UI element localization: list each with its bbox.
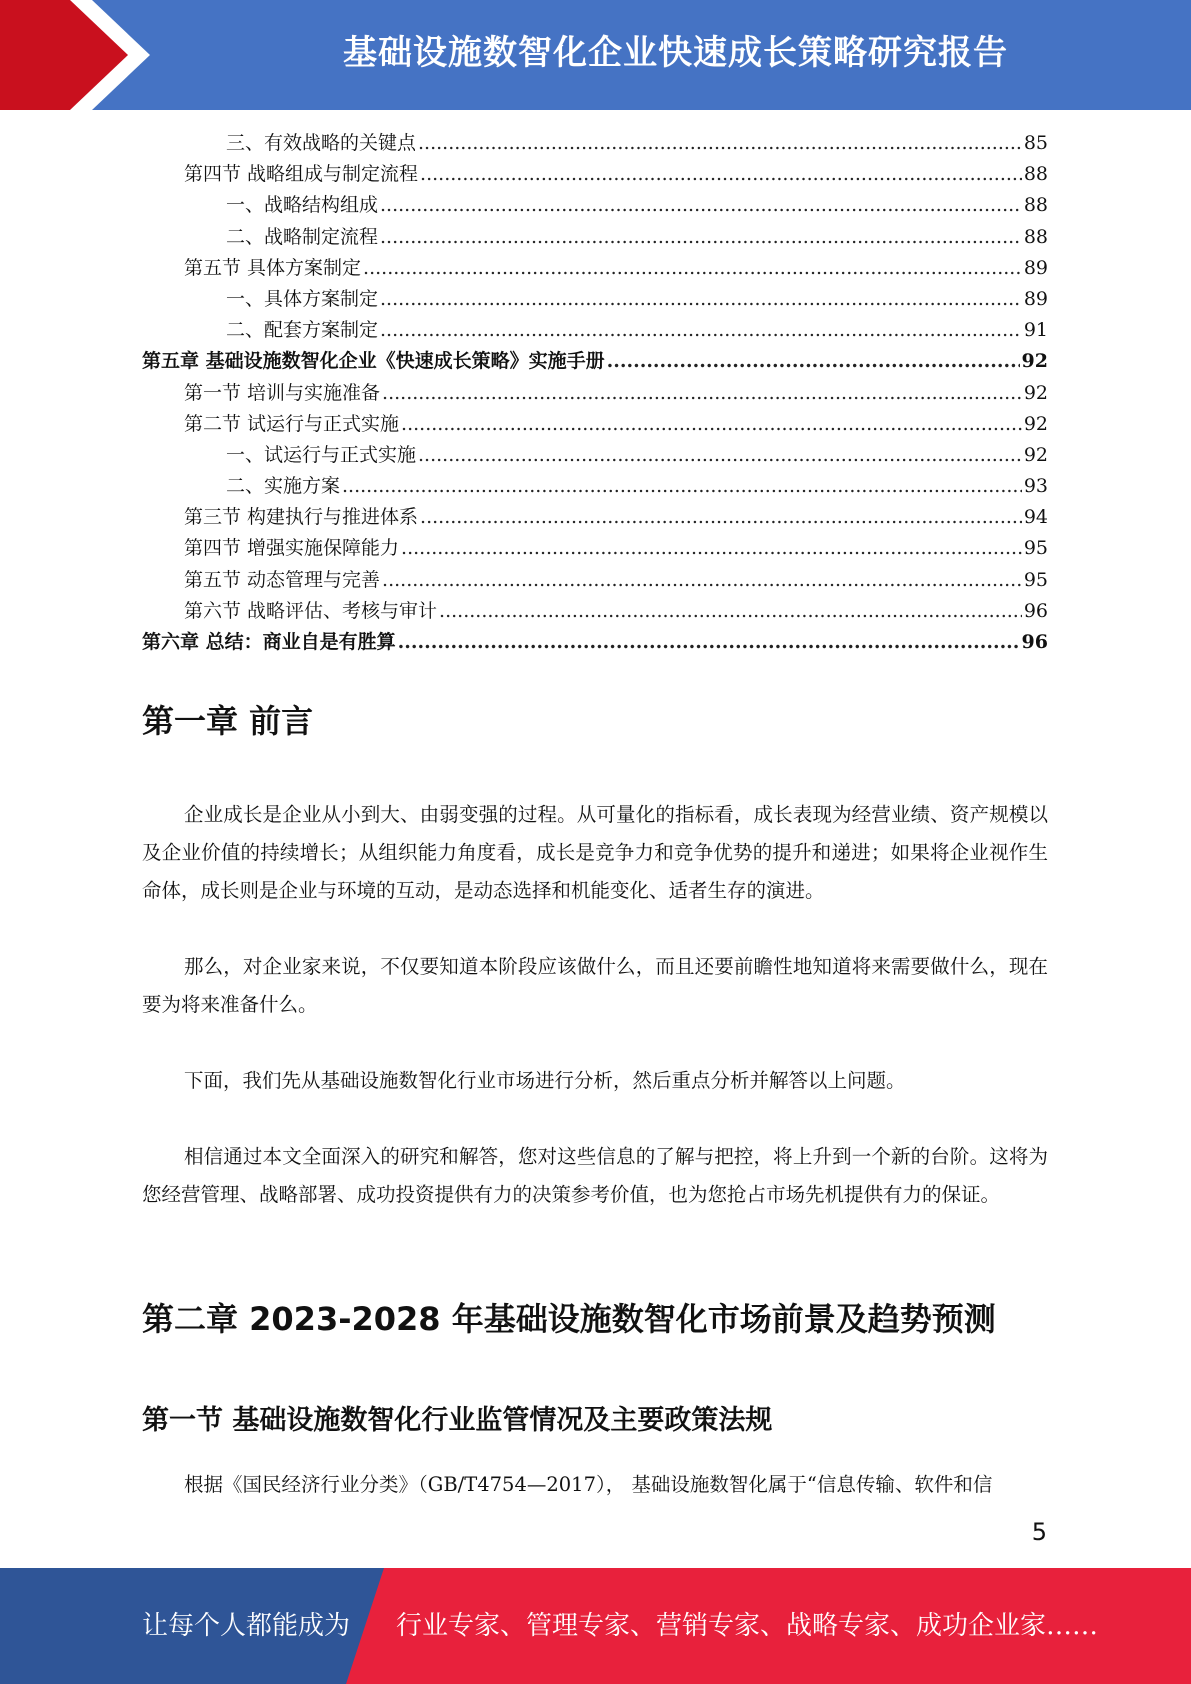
toc-entry-title: 一、战略结构组成 [226,194,379,217]
chapter-2-title: 第二章 2023-2028 年基础设施数智化市场前景及趋势预测 [142,1300,996,1338]
toc-leader-dots [420,163,1022,185]
paragraph: 相信通过本文全面深入的研究和解答，您对这些信息的了解与把控，将上升到一个新的台阶。这将为您经营管理、战略部署、成功投资提供有力的决策参考价值，也为您抢占市场先机提供有力的保证。 [142,1145,1048,1206]
toc-entry[interactable] [142,533,1048,564]
toc-entry-title: 一、试运行与正式实施 [226,443,417,466]
table-of-contents [142,128,1048,658]
toc-leader-dots [398,631,1020,653]
toc-entry[interactable] [142,378,1048,409]
toc-leader-dots [342,475,1022,497]
toc-leader-dots [420,506,1022,528]
toc-leader-dots [382,569,1022,591]
toc-leader-dots [382,382,1022,404]
toc-entry-page: 95 [1023,537,1048,560]
paragraph: 下面，我们先从基础设施数智化行业市场进行分析，然后重点分析并解答以上问题。 [184,1069,906,1092]
toc-entry-title: 第四节 增强实施保障能力 [184,537,400,560]
toc-leader-dots [380,288,1022,310]
toc-entry[interactable] [142,596,1048,627]
toc-entry-title: 第六章 总结：商业自是有胜算 [142,631,396,653]
toc-entry[interactable] [142,627,1048,658]
paragraph: 根据《国民经济行业分类》（GB/T4754—2017）， 基础设施数智化属于“信息传输、软件和信 [184,1473,993,1496]
toc-entry-title: 第二节 试运行与正式实施 [184,412,400,435]
toc-entry-page: 85 [1023,132,1048,154]
toc-entry-title: 第五章 基础设施数智化企业《快速成长策略》实施手册 [142,350,605,373]
toc-entry-page: 92 [1023,412,1048,435]
toc-entry-title: 二、战略制定流程 [226,225,379,248]
toc-leader-dots [401,537,1022,559]
toc-entry-title: 二、实施方案 [226,475,341,498]
toc-entry-page: 91 [1023,319,1048,342]
toc-entry[interactable] [142,128,1048,159]
toc-entry-page: 95 [1023,568,1048,591]
toc-entry-title: 第五节 动态管理与完善 [184,568,381,591]
chapter-1-title: 第一章 前言 [142,702,314,740]
toc-entry-page: 93 [1023,475,1048,498]
toc-entry-title: 三、有效战略的关键点 [226,132,417,154]
toc-entry-page: 92 [1023,381,1048,404]
page-number: 5 [1031,1518,1047,1546]
toc-entry[interactable] [142,190,1048,221]
toc-leader-dots [401,413,1022,435]
toc-entry-page: 89 [1023,256,1048,279]
footer-slogan-left: 让每个人都能成为 [142,1611,351,1641]
toc-entry-title: 第一节 培训与实施准备 [184,381,381,404]
toc-entry-page: 88 [1023,163,1048,186]
toc-leader-dots [418,444,1022,466]
toc-entry-title: 第三节 构建执行与推进体系 [184,506,419,529]
toc-entry-page: 96 [1023,599,1048,622]
toc-entry[interactable] [142,409,1048,440]
toc-entry-page: 88 [1023,225,1048,248]
page-footer [0,1568,1191,1684]
toc-leader-dots [363,257,1022,279]
toc-entry[interactable] [142,253,1048,284]
paragraph: 企业成长是企业从小到大、由弱变强的过程。从可量化的指标看，成长表现为经营业绩、资产规模以及企业价值的持续增长；从组织能力角度看，成长是竞争力和竞争优势的提升和递进；如果将企业视作生命体，成长则是企业与环境的互动，是动态选择和机能变化、适者生存的演进。 [142,803,1048,902]
toc-entry-page: 92 [1023,443,1048,466]
toc-entry-page: 94 [1023,506,1048,529]
page-header [0,0,1191,110]
toc-entry[interactable] [142,471,1048,502]
paragraph: 那么，对企业家来说，不仅要知道本阶段应该做什么，而且还要前瞻性地知道将来需要做什么，现在要为将来准备什么。 [142,955,1048,1016]
toc-entry[interactable] [142,346,1048,377]
toc-entry[interactable] [142,159,1048,190]
toc-entry[interactable] [142,315,1048,346]
toc-leader-dots [607,350,1020,372]
toc-entry-page: 88 [1023,194,1048,217]
toc-entry[interactable] [142,565,1048,596]
toc-entry-title: 二、配套方案制定 [226,319,379,342]
toc-entry-title: 第四节 战略组成与制定流程 [184,163,419,186]
toc-entry-title: 第五节 具体方案制定 [184,256,362,279]
toc-entry-page: 92 [1021,350,1048,373]
toc-leader-dots [380,226,1022,248]
toc-entry[interactable] [142,502,1048,533]
toc-entry-page: 96 [1021,631,1048,653]
footer-slogan-right: 行业专家、管理专家、营销专家、战略专家、成功企业家…… [396,1611,1099,1641]
toc-leader-dots [439,600,1022,622]
toc-leader-dots [418,132,1022,154]
section-1-title: 第一节 基础设施数智化行业监管情况及主要政策法规 [142,1405,773,1436]
toc-leader-dots [380,319,1022,341]
toc-leader-dots [380,194,1022,216]
toc-entry[interactable] [142,222,1048,253]
toc-entry-page: 89 [1023,287,1048,310]
report-title: 基础设施数智化企业快速成长策略研究报告 [343,33,1008,73]
toc-entry[interactable] [142,284,1048,315]
toc-entry[interactable] [142,440,1048,471]
toc-entry-title: 一、具体方案制定 [226,287,379,310]
toc-entry-title: 第六节 战略评估、考核与审计 [184,599,438,622]
